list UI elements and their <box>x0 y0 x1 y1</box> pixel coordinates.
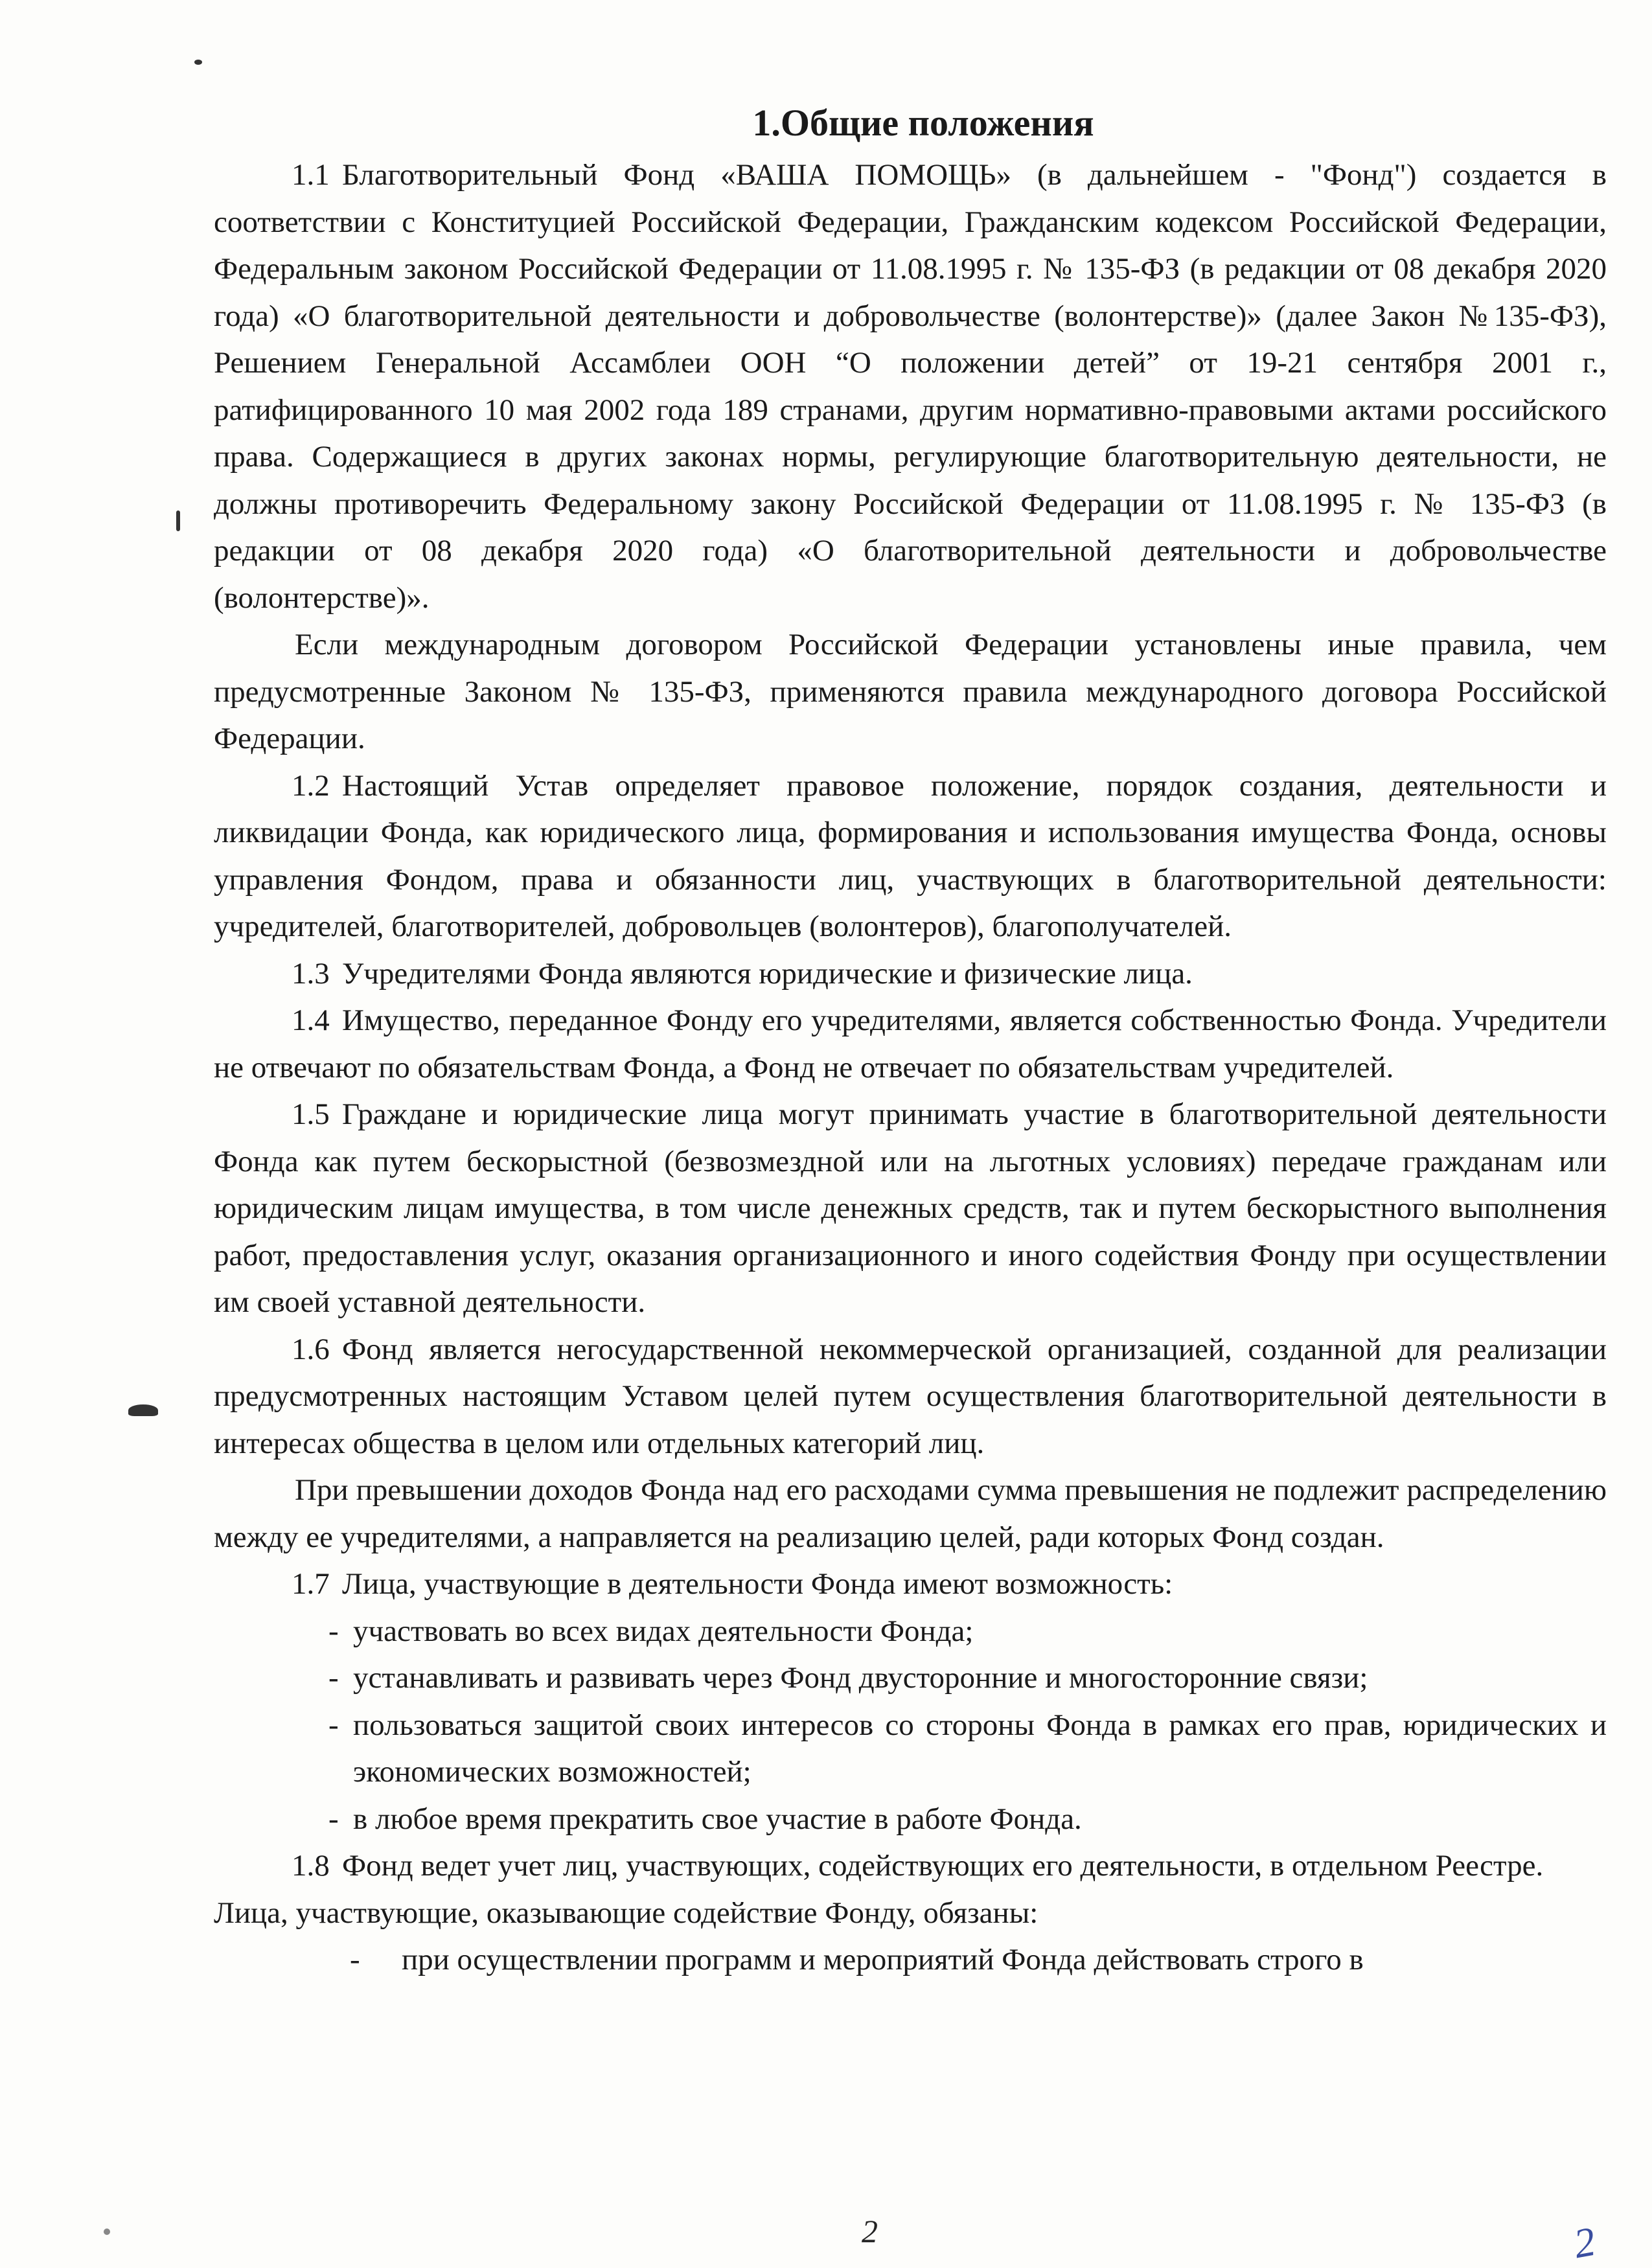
paragraph-number: 1.1 <box>292 158 330 192</box>
section-title: 1.Общие положения <box>752 102 1094 144</box>
paragraph-number: 1.4 <box>292 1003 330 1037</box>
list-item-text: участвовать во всех видах деятельности Фонда; <box>353 1614 974 1648</box>
list-item-text: устанавливать и развивать через Фонд двусторонние и многосторонние связи; <box>353 1661 1368 1695</box>
obligation-item <box>214 1936 1607 1984</box>
list-item-text: в любое время прекратить свое участие в работе Фонда. <box>353 1802 1082 1836</box>
obligation-text: при осуществлении программ и мероприятий Фонда действовать строго в <box>402 1943 1364 1976</box>
paragraph-text: Имущество, переданное Фонду его учредителями, является собственностью Фонда. Учредители не отвечают по обязательствам Фонда, а Фонд не отвечает по обязательствам учредителей. <box>214 1003 1607 1084</box>
list-item <box>214 1796 1607 1843</box>
paragraph-text: Лица, участвующие в деятельности Фонда имеют возможность: <box>342 1567 1173 1601</box>
paragraph-1-7 <box>214 1561 1607 1608</box>
paragraph-international-treaty <box>214 621 1607 762</box>
handwritten-page-mark: 2 <box>1570 2217 1599 2267</box>
paragraph-1-6 <box>214 1326 1607 1467</box>
paragraph-text: Учредителями Фонда являются юридические и физические лица. <box>342 956 1193 991</box>
paragraph-income-excess <box>214 1467 1607 1561</box>
scan-speck <box>104 2228 110 2235</box>
scan-speck <box>194 60 202 65</box>
paragraph-text: Фонд является негосударственной некоммерческой организацией, созданной для реализации предусмотренных настоящим Уставом целей путем осуществления благотворительной деятельности в интересах общества в целом или отдельных категорий лиц. <box>214 1332 1607 1460</box>
list-item <box>214 1702 1607 1796</box>
paragraph-number: 1.6 <box>292 1332 330 1366</box>
paragraph-1-1 <box>214 152 1607 621</box>
paragraph-text: Благотворительный Фонд «ВАША ПОМОЩЬ» (в дальнейшем - "Фонд") создается в соответствии с Конституцией Российской Федерации, Гражданским кодексом Российской Федерации, Федеральным законом Российской Федерации от 11.08.1995 г. № 135-ФЗ (в редакции от 08 декабря 2020 года) «О благотворительной деятельности и добровольчестве (волонтерстве)» (далее Закон №135-ФЗ), Решением Генеральной Ассамблеи ООН “О положении детей” от 19-21 сентября 2001 г., ратифицированного 10 мая 2002 года 189 странами, другим нормативно-правовыми актами российского права. Содержащиеся в других законах нормы, регулирующие благотворительную деятельности, не должны противоречить Федеральному закону Российской Федерации от 11.08.1995 г. № 135-ФЗ (в редакции от 08 декабря 2020 года) «О благотворительной деятельности и добровольчестве (волонтерстве)». <box>214 158 1607 615</box>
paragraph-text: Граждане и юридические лица могут принимать участие в благотворительной деятельности Фонда как путем бескорыстной (безвозмездной или на льготных условиях) передаче гражданам или юридическим лицам имущества, в том числе денежных средств, так и путем бескорыстного выполнения работ, предоставления услуг, оказания организационного и иного содействия Фонду при осуществлении им своей уставной деятельности. <box>214 1097 1607 1319</box>
paragraph-text: Настоящий Устав определяет правовое положение, порядок создания, деятельности и ликвидации Фонда, как юридического лица, формирования и использования имущества Фонда, основы управления Фондом, права и обязанности лиц, участвующих в благотворительной деятельности: учредителей, благотворителей, добровольцев (волонтеров), благополучателей. <box>214 768 1607 943</box>
paragraph-1-3 <box>214 950 1607 998</box>
paragraph-1-4 <box>214 997 1607 1091</box>
paragraph-number: 1.7 <box>292 1567 330 1601</box>
paragraph-number: 1.8 <box>292 1849 330 1883</box>
list-dash: - <box>328 1614 339 1648</box>
paragraph-text: Фонд ведет учет лиц, участвующих, содействующих его деятельности, в отдельном Реестре. <box>342 1849 1544 1883</box>
paragraph-text: При превышении доходов Фонда над его расходами сумма превышения не подлежит распределению между ее учредителями, а направляется на реализацию целей, ради которых Фонд создан. <box>214 1473 1607 1554</box>
paragraph-1-2 <box>214 762 1607 950</box>
paragraph-number: 1.3 <box>292 956 330 991</box>
paragraph-text: Если международным договором Российской Федерации установлены иные правила, чем предусмотренные Законом № 135-ФЗ, применяются правила международного договора Российской Федерации. <box>214 628 1607 755</box>
list-item <box>214 1608 1607 1655</box>
list-dash: - <box>328 1708 339 1742</box>
list-dash: - <box>328 1802 339 1836</box>
paragraph-1-8 <box>214 1842 1607 1890</box>
paragraph-number: 1.5 <box>292 1097 330 1131</box>
list-dash: - <box>350 1943 360 1976</box>
page-number: 2 <box>862 2213 878 2249</box>
paragraph-number: 1.2 <box>292 768 330 803</box>
paragraph-1-5 <box>214 1091 1607 1326</box>
scan-speck <box>176 510 180 531</box>
obligations-intro: Лица, участвующие, оказывающие содействие Фонду, обязаны: <box>214 1896 1038 1930</box>
list-item <box>214 1655 1607 1702</box>
hole-punch-mark <box>128 1404 158 1416</box>
document-body <box>214 97 1607 1984</box>
list-dash: - <box>328 1661 339 1695</box>
list-item-text: пользоваться защитой своих интересов со стороны Фонда в рамках его прав, юридических и экономических возможностей; <box>353 1708 1607 1789</box>
